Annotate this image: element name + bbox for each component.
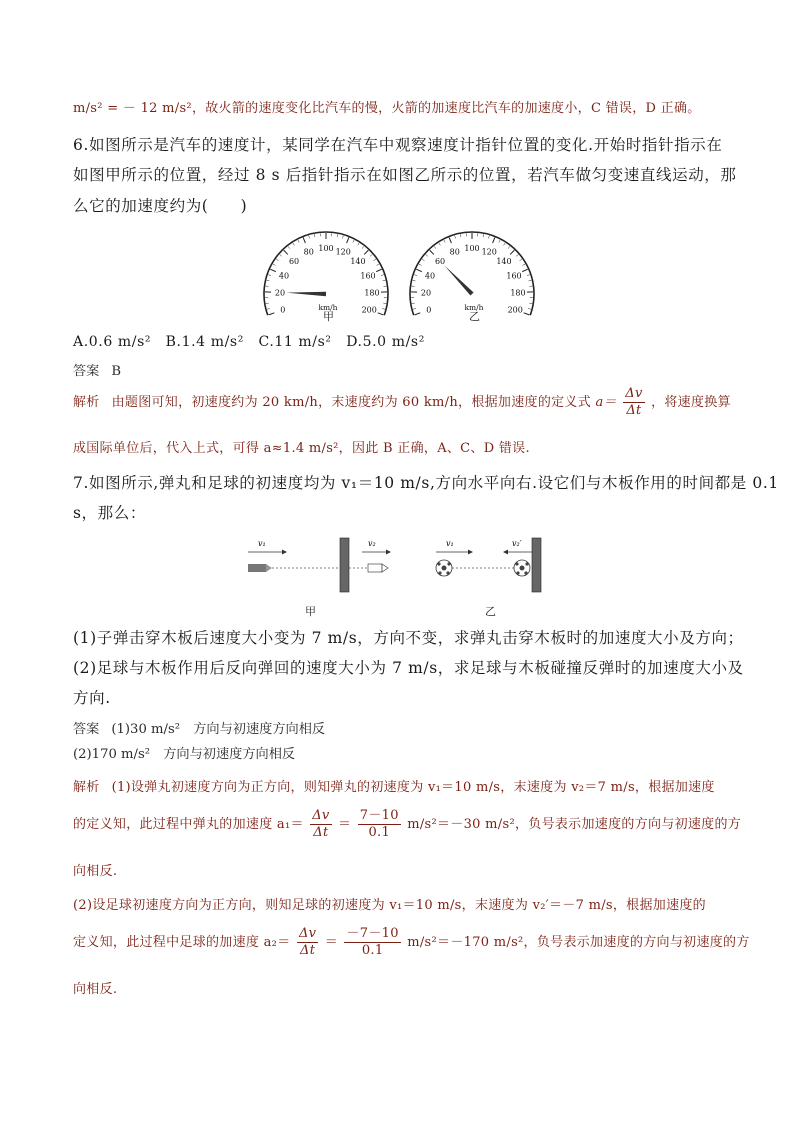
frac-den: Δt <box>313 825 329 840</box>
gauge-tick <box>516 254 518 256</box>
gauge-tick <box>267 280 270 281</box>
football-patch <box>515 562 518 565</box>
q7-sol2-frac2 <box>344 926 400 959</box>
gauge-tick <box>527 275 530 276</box>
q7-sol1-line2 <box>73 808 741 841</box>
q6-solution-line2: 成国际单位后，代入上式，可得 a≈1.4 m/s²，因此 B 正确，A、C、D 错误. <box>73 441 530 456</box>
gauge-tick <box>303 237 305 243</box>
gauge-tick <box>383 280 386 281</box>
projectile-svg <box>240 532 560 598</box>
gauge-tick-label: 140 <box>496 256 512 266</box>
q6-eq-lhs: a＝ <box>595 395 617 410</box>
q6-frac-num: Δv <box>625 386 643 401</box>
gauge-tick <box>488 236 489 239</box>
q6-answer <box>73 360 121 379</box>
bullet-icon <box>248 564 266 572</box>
football-patch <box>516 571 519 574</box>
answer-value: B <box>111 364 122 379</box>
gauge-tick <box>415 313 421 315</box>
gauge-tick <box>358 243 360 246</box>
q7-sol1-line3: 向相反. <box>73 864 118 879</box>
q7-sol2-eq: ＝ <box>324 935 339 950</box>
gauge-tick <box>374 259 376 261</box>
gauge-tick <box>483 234 484 237</box>
gauge-tick-label: 60 <box>434 256 446 266</box>
speedometer-left <box>264 232 388 315</box>
ball-v2-label: v₂′ <box>512 539 522 548</box>
gauge-tick <box>493 237 495 243</box>
gauge-tick <box>298 240 299 243</box>
gauge-tick <box>381 275 384 276</box>
bullet-v1-label: v₁ <box>258 539 266 548</box>
arrow-head <box>282 550 287 555</box>
gauge-tick-label: 80 <box>449 247 460 257</box>
gauge-tick <box>413 280 416 281</box>
gauge-tick <box>422 259 424 261</box>
q7-sol1-line2b: m/s²＝－30 m/s²，负号表示加速度的方向与初速度的方 <box>407 817 742 832</box>
frac-num: 7－10 <box>359 808 399 823</box>
gauge-tick-label: 200 <box>361 305 377 315</box>
gauge-tick-label: 140 <box>350 256 366 266</box>
q7-sol2-line1: (2)设足球初速度方向为正方向，则知足球的初速度为 v₁＝10 m/s，末速度为 v₂′＝－7 m/s，根据加速度的 <box>73 898 706 913</box>
gauge-tick <box>288 246 290 248</box>
gauge-tick <box>342 236 343 239</box>
gauge-tick <box>449 237 451 243</box>
gauge-tick <box>414 275 417 276</box>
gauge-tick <box>376 269 381 271</box>
gauge-tick <box>499 240 500 243</box>
gauge-tick-label: 160 <box>506 271 522 281</box>
gauge-tick <box>376 264 379 265</box>
frac-den: 0.1 <box>368 825 391 840</box>
solution-tag: 解析 <box>73 395 100 410</box>
football-patch <box>525 562 528 565</box>
gauge-right-caption: 乙 <box>469 310 480 323</box>
q7-stem-line2: s，那么： <box>73 504 146 522</box>
projectile-right-caption: 乙 <box>485 605 496 618</box>
gauge-tick-label: 120 <box>481 247 497 257</box>
arrow-head <box>468 550 473 555</box>
gauge-tick <box>382 309 385 310</box>
gauge-tick <box>280 254 282 256</box>
gauge-tick <box>455 236 456 239</box>
gauge-tick <box>309 236 310 239</box>
gauge-tick <box>378 313 384 315</box>
gauge-tick <box>273 264 276 265</box>
q6-solution-line1 <box>73 386 731 419</box>
gauge-tick <box>522 269 527 271</box>
gauge-tick <box>270 269 275 271</box>
gauge-tick-label: 60 <box>288 256 300 266</box>
gauge-tick <box>416 269 421 271</box>
gauge-tick <box>347 237 349 243</box>
gauge-tick-label: 160 <box>360 271 376 281</box>
gauge-tick <box>276 259 278 261</box>
gauge-tick <box>426 254 428 256</box>
football-patch <box>446 571 449 574</box>
gauge-tick-label: 40 <box>424 271 436 281</box>
football-patch <box>520 566 525 571</box>
q7-sol1-text: (1)设弹丸初速度方向为正方向，则知弹丸的初速度为 v₁＝10 m/s，末速度为 v₂＝7 m/s，根据加速度 <box>111 780 715 795</box>
gauge-tick <box>413 309 416 310</box>
q7-sol2-line2a: 定义知，此过程中足球的加速度 a₂＝ <box>73 935 291 950</box>
gauge-tick-label: 0 <box>280 305 286 315</box>
q7-sub1: (1)子弹击穿木板后速度大小变为 7 m/s，方向不变，求弹丸击穿木板时的加速度大小及方向； <box>73 629 744 647</box>
gauge-tick <box>510 250 514 254</box>
frac-den: 0.1 <box>361 943 384 958</box>
gauge-tick <box>353 240 354 243</box>
frac-num: Δv <box>298 926 317 941</box>
solution-tag: 解析 <box>73 780 100 795</box>
football-patch <box>524 571 527 574</box>
q7-sol2-line3: 向相反. <box>73 982 118 997</box>
gauge-tick <box>460 234 461 237</box>
gauge-tick <box>364 250 368 254</box>
gauge-tick-label: 180 <box>364 288 380 298</box>
q6-stem-line1: 6.如图所示是汽车的速度计，某同学在汽车中观察速度计指针位置的变化.开始时指针指示在 <box>73 136 723 154</box>
football-patch <box>442 566 447 571</box>
gauge-tick <box>269 313 275 315</box>
q7-sol2-line2b: m/s²＝－170 m/s²，负号表示加速度的方向与初速度的方 <box>407 935 750 950</box>
gauge-needle <box>444 265 473 295</box>
bullet-v2-label: v₂ <box>368 539 376 548</box>
wood-board-left <box>340 538 349 592</box>
gauge-tick <box>434 246 436 248</box>
gauge-tick <box>370 254 372 256</box>
football-patch <box>437 562 440 565</box>
gauge-tick <box>439 243 441 246</box>
gauge-tick-label: 20 <box>274 288 286 298</box>
gauge-tick <box>337 234 338 237</box>
frac-num: －7－10 <box>346 926 399 941</box>
q7-sol1-frac1 <box>310 808 331 841</box>
gauge-tick <box>362 246 364 248</box>
gauge-tick <box>267 309 270 310</box>
gauge-tick <box>520 259 522 261</box>
q7-answer1: (1)30 m/s² 方向与初速度方向相反 <box>111 722 326 737</box>
gauge-tick-label: 100 <box>318 244 334 253</box>
q7-sol1-line1 <box>73 776 715 795</box>
football-patch <box>438 571 441 574</box>
wood-board-right <box>532 538 541 592</box>
gauge-tick-label: 20 <box>420 288 432 298</box>
q7-sol1-frac2 <box>358 808 401 841</box>
gauge-tick <box>504 243 506 246</box>
football-patch <box>447 562 450 565</box>
q7-sol2-frac1 <box>297 926 318 959</box>
q7-sub2-line1: (2)足球与木板作用后反向弹回的速度大小为 7 m/s，求足球与木板碰撞反弹时的加速度大小及 <box>73 659 744 677</box>
gauge-tick <box>419 264 422 265</box>
previous-solution-tail: m/s² = － 12 m/s²，故火箭的速度变化比汽车的慢，火箭的加速度比汽车的加速度小，C 错误，D 正确。 <box>73 101 701 116</box>
q6-solution-text1: 由题图可知，初速度约为 20 km/h，末速度约为 60 km/h，根据加速度的定义式 <box>111 395 592 410</box>
q7-sol1-eq: ＝ <box>338 817 352 832</box>
bullet-after-icon <box>368 564 382 572</box>
gauge-tick <box>430 250 434 254</box>
q6-frac-den: Δt <box>626 403 642 418</box>
gauge-tick-label: 200 <box>507 305 523 315</box>
arrow-head <box>386 550 391 555</box>
bullet-tip <box>266 564 272 572</box>
gauge-left-caption: 甲 <box>323 310 334 323</box>
speedometer-right <box>410 232 534 315</box>
gauge-tick <box>293 243 295 246</box>
projectile-figure <box>240 532 560 598</box>
q6-solution-text2: ，将速度换算 <box>651 395 731 410</box>
q6-stem-line3: 么它的加速度约为( ) <box>73 197 248 215</box>
answer-tag: 答案 <box>73 722 100 737</box>
gauge-needle <box>286 292 326 296</box>
gauge-tick <box>528 309 531 310</box>
gauge-tick-label: 80 <box>303 247 314 257</box>
gauge-tick <box>314 234 315 237</box>
q7-sol1-line2a: 的定义知，此过程中弹丸的加速度 a₁＝ <box>73 817 304 832</box>
gauge-tick-label: 180 <box>510 288 526 298</box>
frac-den: Δt <box>300 943 316 958</box>
q7-sub2-line2: 方向. <box>73 689 111 707</box>
ball-v1-label: v₁ <box>446 539 454 548</box>
arrow-head <box>503 550 508 555</box>
q7-answer2: (2)170 m/s² 方向与初速度方向相反 <box>73 747 296 762</box>
q7-stem-line1: 7.如图所示,弹丸和足球的初速度均为 v₁＝10 m/s,方向水平向右.设它们与木板作用的时间都是 0.1 <box>73 474 779 492</box>
q6-fraction <box>623 386 644 419</box>
gauge-tick-label: 100 <box>464 244 480 253</box>
gauge-tick <box>268 275 271 276</box>
gauge-tick <box>529 280 532 281</box>
speedometer-svg <box>258 222 538 322</box>
q6-options: A.0.6 m/s² B.1.4 m/s² C.11 m/s² D.5.0 m/s² <box>73 334 425 350</box>
q7-sol2-line2 <box>73 926 750 959</box>
q6-stem-line2: 如图甲所示的位置，经过 8 s 后指针指示在如图乙所示的位置，若汽车做匀变速直线运动，那 <box>73 166 737 184</box>
answer-tag: 答案 <box>73 364 100 379</box>
frac-num: Δv <box>312 808 330 823</box>
gauge-tick-label: 120 <box>335 247 351 257</box>
bullet-after-tip <box>382 564 388 572</box>
gauge-unit-label: km/h <box>318 303 338 312</box>
projectile-left-caption: 甲 <box>305 605 316 618</box>
q7-answer-line1 <box>73 718 325 737</box>
gauge-tick <box>522 264 525 265</box>
gauge-tick <box>284 250 288 254</box>
gauge-tick <box>508 246 510 248</box>
gauge-tick-label: 0 <box>426 305 432 315</box>
speedometer-figure <box>258 222 538 322</box>
gauge-tick <box>444 240 445 243</box>
gauge-tick-label: 40 <box>278 271 290 281</box>
gauge-unit-label: km/h <box>464 303 484 312</box>
gauge-tick <box>524 313 530 315</box>
